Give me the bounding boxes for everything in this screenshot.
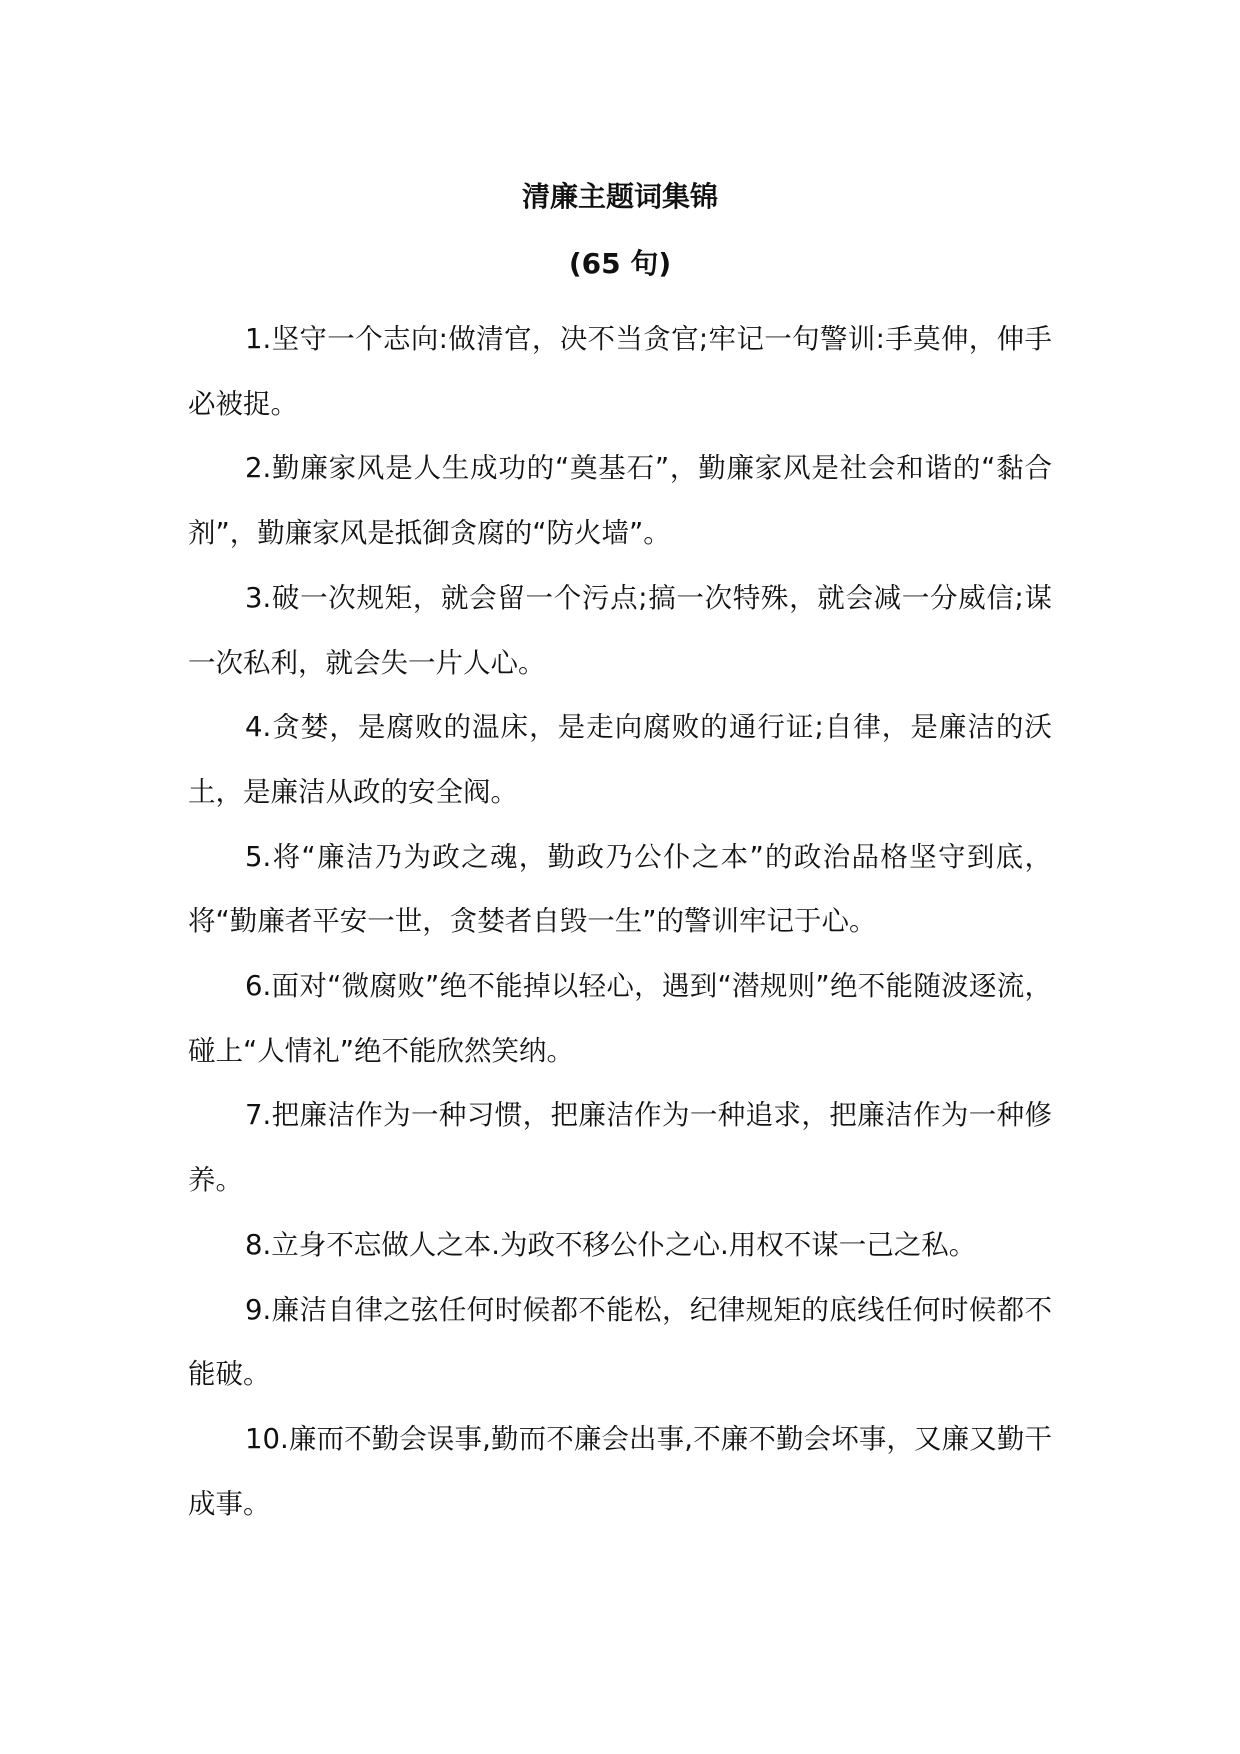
document-title: 清廉主题词集锦 (521, 180, 718, 213)
document-body (188, 307, 1052, 1536)
paragraph: 3.破一次规矩，就会留一个污点;搞一次特殊，就会减一分威信;谋一次私利，就会失一片人心。 (188, 581, 1052, 679)
paragraph: 8.立身不忘做人之本.为政不移公仆之心.用权不谋一己之私。 (245, 1228, 977, 1261)
document-subtitle: (65 句) (568, 247, 672, 280)
paragraph: 7.把廉洁作为一种习惯，把廉洁作为一种追求，把廉洁作为一种修养。 (188, 1099, 1052, 1197)
paragraph: 4.贪婪，是腐败的温床，是走向腐败的通行证;自律，是廉洁的沃土，是廉洁从政的安全阀。 (188, 711, 1052, 808)
paragraph: 5.将“廉洁乃为政之魂，勤政乃公仆之本”的政治品格坚守到底，将“勤廉者平安一世，贪婪者自毁一生”的警训牢记于心。 (188, 840, 1052, 938)
paragraph: 9.廉洁自律之弦任何时候都不能松，纪律规矩的底线任何时候都不能破。 (188, 1293, 1052, 1391)
paragraph: 6.面对“微腐败”绝不能掉以轻心，遇到“潜规则”绝不能随波逐流，碰上“人情礼”绝不能欣然笑纳。 (188, 970, 1052, 1067)
paragraph: 10.廉而不勤会误事,勤而不廉会出事,不廉不勤会坏事，又廉又勤干成事。 (188, 1422, 1052, 1520)
paragraph: 2.勤廉家风是人生成功的“奠基石”，勤廉家风是社会和谐的“黏合剂”，勤廉家风是抵御贪腐的“防火墙”。 (188, 452, 1052, 550)
paragraph: 1.坚守一个志向:做清官，决不当贪官;牢记一句警训:手莫伸，伸手必被捉。 (188, 323, 1052, 420)
